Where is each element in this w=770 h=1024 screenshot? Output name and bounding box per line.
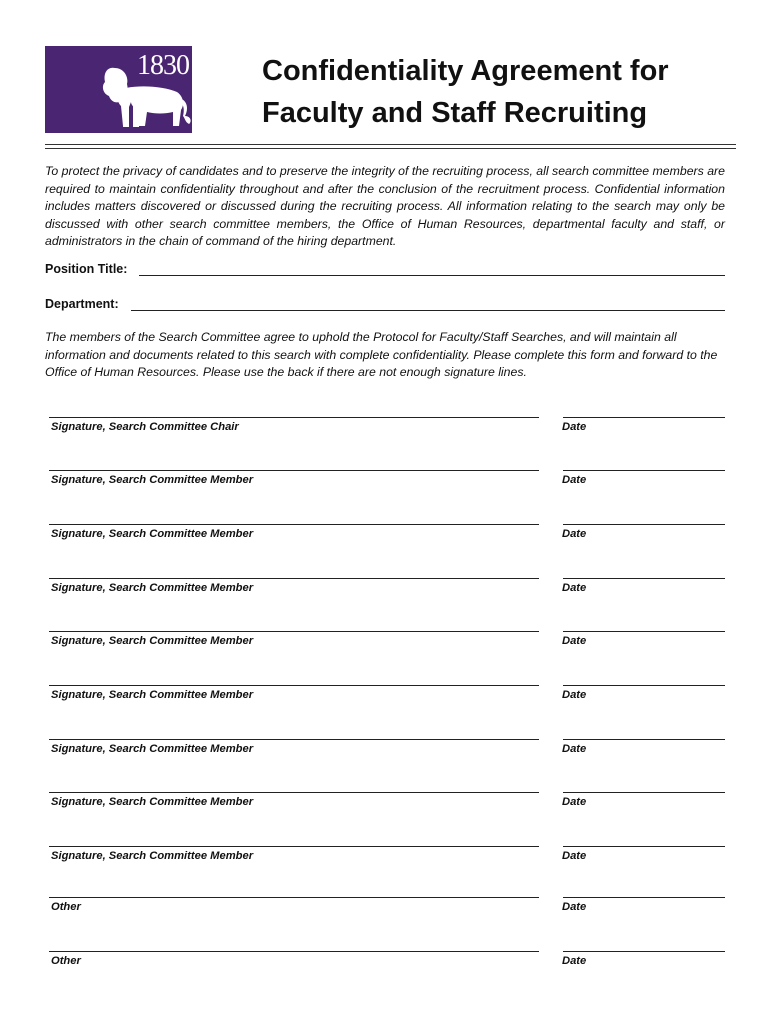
- date-line[interactable]: [563, 685, 725, 686]
- signature-line[interactable]: [49, 951, 539, 952]
- signature-label: Signature, Search Committee Member: [51, 850, 254, 862]
- date-line[interactable]: [563, 792, 725, 793]
- signature-line[interactable]: [49, 578, 539, 579]
- university-logo: [45, 46, 192, 133]
- signature-label: Signature, Search Committee Member: [51, 743, 254, 755]
- position-title-input-line[interactable]: [139, 262, 725, 276]
- signature-line[interactable]: [49, 470, 539, 471]
- signature-label: Signature, Search Committee Member: [51, 635, 254, 647]
- date-label: Date: [562, 689, 587, 701]
- date-line[interactable]: [563, 631, 725, 632]
- agreement-paragraph: The members of the Search Committee agree to uphold the Protocol for Faculty/Staff Searches, and will maintain all information and documents related to this search with complete confidentiality. Please complete this form and forward to the Office of Human Resources. Please use the back if there are not enough signature lines.: [45, 330, 718, 380]
- signature-line[interactable]: [49, 524, 539, 525]
- date-line[interactable]: [563, 470, 725, 471]
- logo-year: 1830: [137, 50, 189, 81]
- date-line[interactable]: [563, 578, 725, 579]
- date-label: Date: [562, 582, 587, 594]
- date-label: Date: [562, 796, 587, 808]
- signature-line[interactable]: [49, 631, 539, 632]
- position-title-field[interactable]: [45, 262, 725, 276]
- header-divider-bottom: [45, 148, 736, 149]
- date-label: Date: [562, 901, 587, 913]
- date-label: Date: [562, 421, 587, 433]
- signature-label: Signature, Search Committee Member: [51, 528, 254, 540]
- signature-line[interactable]: [49, 417, 539, 418]
- department-field[interactable]: [45, 297, 725, 311]
- date-line[interactable]: [563, 417, 725, 418]
- date-line[interactable]: [563, 739, 725, 740]
- signature-line[interactable]: [49, 685, 539, 686]
- date-label: Date: [562, 850, 587, 862]
- intro-paragraph: To protect the privacy of candidates and to preserve the integrity of the recruiting process, all search committee members are required to maintain confidentiality throughout and after the conclusion of the recruitment process. Confidential information includes matters discovered or discussed during the recruiting process. All information relating to the search may only be discussed with other search committee members, the Office of Human Resources, departmental faculty and staff, or administrators in the chain of command of the hiring department.: [45, 164, 725, 249]
- signature-line[interactable]: [49, 792, 539, 793]
- page-title: [262, 50, 732, 134]
- signature-line[interactable]: [49, 846, 539, 847]
- signature-line[interactable]: [49, 739, 539, 740]
- title-line-2: Faculty and Staff Recruiting: [262, 97, 648, 129]
- date-label: Date: [562, 743, 587, 755]
- signature-label: Signature, Search Committee Member: [51, 582, 254, 594]
- title-line-1: Confidentiality Agreement for: [262, 55, 669, 87]
- date-label: Date: [562, 955, 587, 967]
- signature-label: Signature, Search Committee Member: [51, 689, 254, 701]
- date-label: Date: [562, 635, 587, 647]
- signature-label: Signature, Search Committee Chair: [51, 421, 239, 433]
- department-input-line[interactable]: [131, 297, 725, 311]
- position-title-label: Position Title:: [45, 262, 128, 276]
- signature-label: Other: [51, 955, 81, 967]
- signature-label: Signature, Search Committee Member: [51, 474, 254, 486]
- date-label: Date: [562, 528, 587, 540]
- date-line[interactable]: [563, 524, 725, 525]
- date-line[interactable]: [563, 951, 725, 952]
- header-divider-top: [45, 144, 736, 145]
- department-label: Department:: [45, 297, 119, 311]
- signature-label: Other: [51, 901, 81, 913]
- signature-line[interactable]: [49, 897, 539, 898]
- lion-icon: [45, 46, 192, 133]
- date-label: Date: [562, 474, 587, 486]
- date-line[interactable]: [563, 846, 725, 847]
- date-line[interactable]: [563, 897, 725, 898]
- signature-label: Signature, Search Committee Member: [51, 796, 254, 808]
